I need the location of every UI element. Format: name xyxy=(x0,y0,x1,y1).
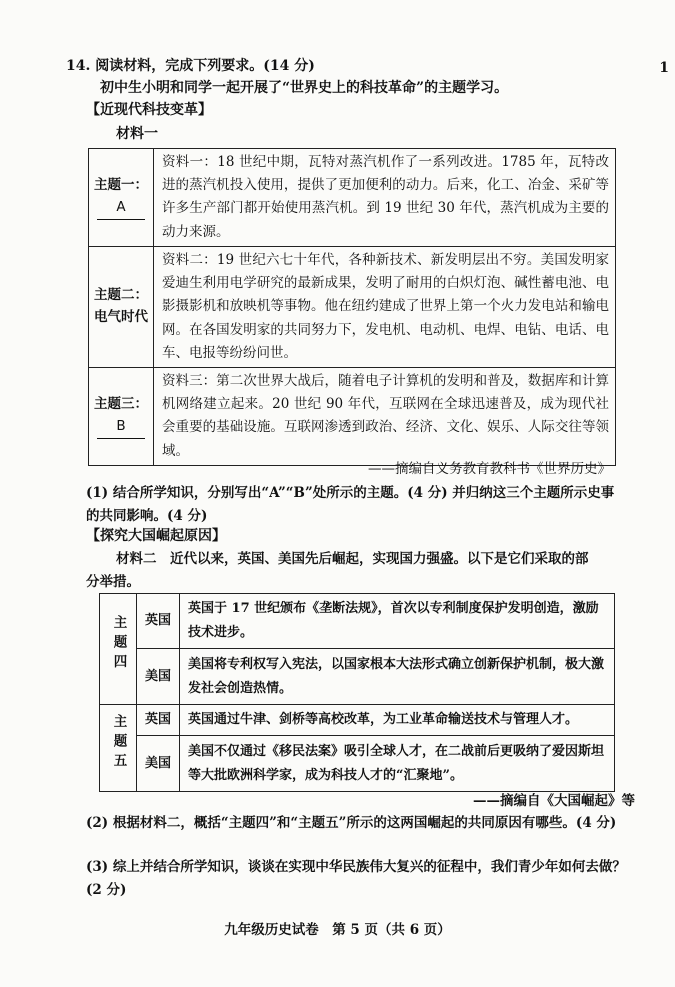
section2-heading: 【探究大国崛起原因】 xyxy=(86,528,226,544)
theme-vertical-cell xyxy=(100,705,137,792)
theme-vertical-cell xyxy=(100,594,137,705)
sub-question-3: (3) 综上并结合所学知识，谈谈在实现中华民族伟大复兴的征程中，我们青少年如何去做？(2 分) xyxy=(86,859,626,898)
country-cell: 英国 xyxy=(137,594,180,649)
theme-value: 电气时代 xyxy=(94,308,148,325)
page-footer: 九年级历史试卷 第 5 页（共 6 页） xyxy=(224,922,451,938)
theme-label: 主题四 xyxy=(110,614,127,674)
material2-source: ——摘编自《大国崛起》等 xyxy=(473,793,635,809)
material1-label: 材料一 xyxy=(116,126,158,142)
theme-label: 主题二： xyxy=(94,287,148,304)
section1-heading: 【近现代科技变革】 xyxy=(86,102,212,118)
measure-text: 英国于 17 世纪颁布《垄断法规》，首次以专利制度保护发明创造，激励技术进步。 xyxy=(180,594,615,649)
material1-source: ——摘编自义务教育教科书《世界历史》 xyxy=(368,461,611,477)
theme-answer-blank: A xyxy=(97,197,145,220)
theme-cell xyxy=(89,246,154,367)
material2-table xyxy=(99,593,615,792)
table-row xyxy=(89,367,616,465)
question-intro: 初中生小明和同学一起开展了“世界史上的科技革命”的主题学习。 xyxy=(100,80,509,96)
theme-cell xyxy=(89,367,154,465)
sub-question-2: (2) 根据材料二，概括“主题四”和“主题五”所示的这两国崛起的共同原因有哪些。(4 分) xyxy=(86,815,617,831)
country-cell: 美国 xyxy=(137,649,180,705)
table-row xyxy=(89,149,616,247)
theme-label: 主题一： xyxy=(94,177,148,194)
material1-table xyxy=(88,148,616,466)
resource-text: 资料一：18 世纪中期，瓦特对蒸汽机作了一系列改进。1785 年，瓦特改进的蒸汽机投入使用，提供了更加便利的动力。后来，化工、冶金、采矿等许多生产部门都开始使用蒸汽机。到 19 世纪 30 年代，蒸汽机成为主要的动力来源。 xyxy=(154,149,616,247)
table-row xyxy=(100,736,615,792)
theme-answer-blank: B xyxy=(97,416,145,439)
country-cell: 英国 xyxy=(137,705,180,736)
corner-mark: 1 xyxy=(659,60,669,76)
table-row xyxy=(100,594,615,649)
table-row xyxy=(100,649,615,705)
table-row xyxy=(100,705,615,736)
measure-text: 美国不仅通过《移民法案》吸引全球人才，在二战前后更吸纳了爱因斯坦等大批欧洲科学家，成为科技人才的“汇聚地”。 xyxy=(180,736,615,792)
material2-cont: 分举措。 xyxy=(86,574,140,590)
material2-lead: 材料二 近代以来，英国、美国先后崛起，实现国力强盛。以下是它们采取的部 xyxy=(116,551,589,567)
resource-text: 资料二：19 世纪六七十年代，各种新技术、新发明层出不穷。美国发明家爱迪生利用电学研究的最新成果，发明了耐用的白炽灯泡、碱性蓄电池、电影摄影机和放映机等事物。他在纽约建成了世界上第一个火力发电站和输电网。在各国发明家的共同努力下，发电机、电动机、电焊、电钻、电话、电车、电报等纷纷问世。 xyxy=(154,246,616,367)
theme-label: 主题三： xyxy=(94,396,148,413)
country-cell: 美国 xyxy=(137,736,180,792)
question-title: 14. 阅读材料，完成下列要求。(14 分) xyxy=(66,58,315,74)
measure-text: 美国将专利权写入宪法，以国家根本大法形式确立创新保护机制，极大激发社会创造热情。 xyxy=(180,649,615,705)
sub-question-1: (1) 结合所学知识，分别写出“A”“B”处所示的主题。(4 分) 并归纳这三个主题所示史事的共同影响。(4 分) xyxy=(86,485,615,524)
theme-cell xyxy=(89,149,154,247)
resource-text: 资料三：第二次世界大战后，随着电子计算机的发明和普及，数据库和计算机网络建立起来。20 世纪 90 年代，互联网在全球迅速普及，成为现代社会重要的基础设施。互联网渗透到政治、经济、文化、娱乐、人际交往等领域。 xyxy=(154,367,616,465)
table-row xyxy=(89,246,616,367)
theme-label: 主题五 xyxy=(110,713,127,773)
measure-text: 英国通过牛津、剑桥等高校改革，为工业革命输送技术与管理人才。 xyxy=(180,705,615,736)
